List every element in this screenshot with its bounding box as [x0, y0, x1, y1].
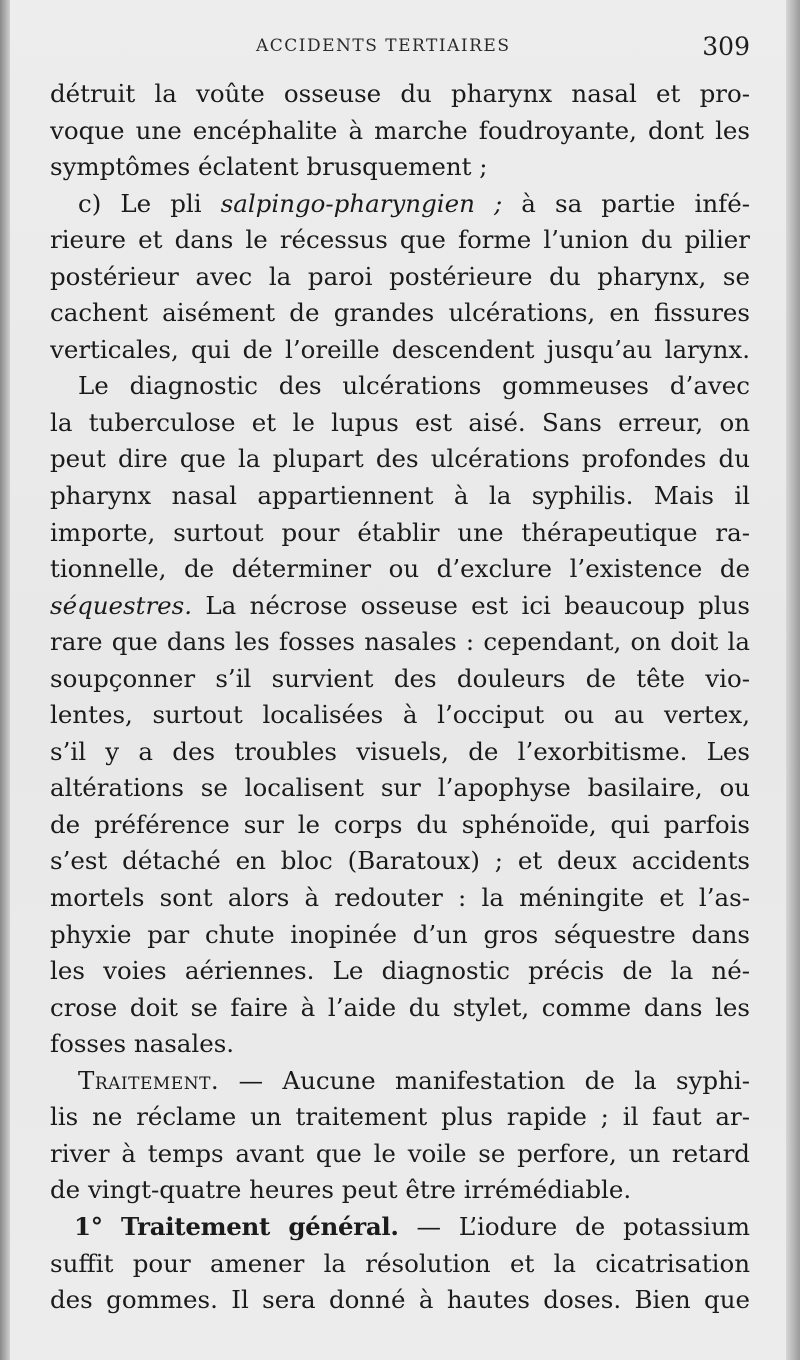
section-heading: Traitement.: [78, 1065, 220, 1095]
text-line: altérations se localisent sur l’apophyse basilaire, ou: [50, 773, 750, 803]
text-line: importe, surtout pour établir une thérapeutique ra-: [50, 517, 750, 547]
text-line: détruit la voûte osseuse du pharynx nasal et pro-: [50, 79, 750, 108]
text-line: tionnelle, de déterminer ou d’exclure l’existence de: [50, 554, 750, 584]
body-text: [50, 76, 750, 1319]
italic-term: salpingo-pharyngien ;: [220, 188, 503, 218]
italic-term: séquestres.: [50, 590, 193, 620]
text-line: fosses nasales.: [50, 1029, 235, 1059]
text-line: pharynx nasal appartiennent à la syphilis. Mais il: [50, 481, 750, 511]
subsection-heading: 1° Traitement général.: [74, 1211, 399, 1241]
text-line: peut dire que la plupart des ulcérations profondes du: [50, 444, 750, 474]
text-line: Le diagnostic des ulcérations gommeuses d’avec: [78, 371, 750, 401]
text-line: s’est détaché en bloc (Baratoux) ; et deux accidents: [50, 846, 750, 876]
text-line: s’il y a des troubles visuels, de l’exorbitisme. Les: [50, 736, 750, 766]
text-line: rare que dans les fosses nasales : cependant, on doit la: [50, 627, 750, 657]
running-head: [50, 32, 750, 66]
text-line: cachent aisément de grandes ulcérations, en fissures: [50, 298, 750, 328]
text-line: la tuberculose et le lupus est aisé. Sans erreur, on: [50, 407, 750, 437]
text-line: des gommes. Il sera donné à hautes doses. Bien que: [50, 1285, 750, 1315]
text-line: verticales, qui de l’oreille descendent jusqu’au larynx.: [50, 334, 750, 364]
text-line: de préférence sur le corps du sphénoïde, qui parfois: [50, 809, 750, 839]
text-line: rieure et dans le récessus que forme l’union du pilier: [50, 225, 750, 255]
text-line: lis ne réclame un traitement plus rapide ; il faut ar-: [50, 1102, 750, 1132]
text-line: de vingt-quatre heures peut être irrémédiable.: [50, 1175, 632, 1205]
text-line: postérieur avec la paroi postérieure du pharynx, se: [50, 261, 750, 291]
text-line: voque une encéphalite à marche foudroyante, dont les: [50, 115, 750, 145]
text-line: c) Le pli salpingo-pharyngien ; à sa partie infé-: [78, 188, 750, 218]
text-line: suffit pour amener la résolution et la cicatrisation: [50, 1248, 750, 1278]
text-line: lentes, surtout localisées à l’occiput ou au vertex,: [50, 700, 750, 730]
text-line: séquestres. La nécrose osseuse est ici beaucoup plus: [50, 590, 750, 620]
text-line: 1° Traitement général. — L’iodure de potassium: [74, 1211, 750, 1241]
text-line: symptômes éclatent brusquement ;: [50, 152, 488, 182]
text-line: soupçonner s’il survient des douleurs de tête vio-: [50, 663, 750, 693]
text-line: mortels sont alors à redouter : la méningite et l’as-: [50, 883, 750, 913]
text-line: river à temps avant que le voile se perfore, un retard: [50, 1138, 750, 1168]
text-line: crose doit se faire à l’aide du stylet, comme dans les: [50, 992, 750, 1022]
text-line: Traitement. — Aucune manifestation de la syphi-: [78, 1065, 750, 1095]
text-line: phyxie par chute inopinée d’un gros séquestre dans: [50, 919, 750, 949]
running-title: ACCIDENTS TERTIAIRES: [256, 36, 511, 56]
text-line: les voies aériennes. Le diagnostic précis de la né-: [50, 956, 750, 986]
page-number: 309: [702, 32, 750, 61]
